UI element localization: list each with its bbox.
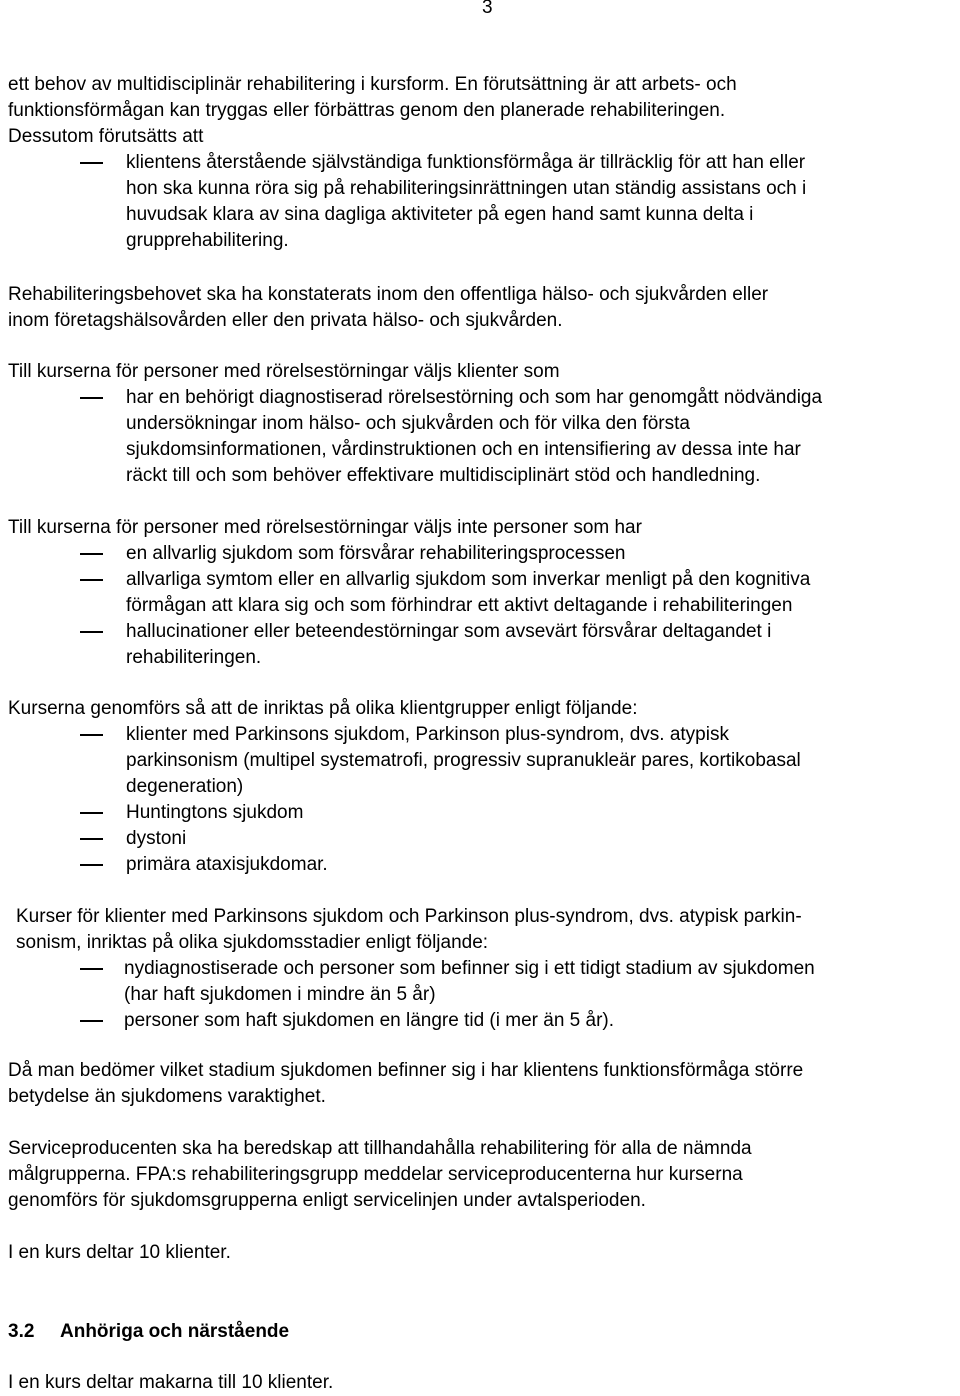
paragraph: I en kurs deltar 10 klienter. (8, 1242, 231, 1263)
text-line: Dessutom förutsätts att (8, 126, 204, 147)
page-number: 3 (482, 0, 493, 18)
text-line: sonism, inriktas på olika sjukdomsstadier enligt följande: (16, 932, 489, 953)
text-line: klienter med Parkinsons sjukdom, Parkinson plus-syndrom, dvs. atypisk (126, 724, 729, 745)
text-line: Rehabiliteringsbehovet ska ha konstaterats inom den offentliga hälso- och sjukvården eller (8, 284, 769, 305)
paragraph: Kurserna genomförs så att de inriktas på olika klientgrupper enligt följande: (8, 698, 638, 719)
text-line: allvarliga symtom eller en allvarlig sjukdom som inverkar menligt på den kognitiva (126, 569, 811, 590)
dash-bullet-icon (80, 864, 103, 866)
text-line: betydelse än sjukdomens varaktighet. (8, 1086, 326, 1107)
text-line: hallucinationer eller beteendestörningar som avsevärt försvårar deltagandet i (126, 621, 772, 642)
text-line: funktionsförmågan kan tryggas eller förbättras genom den planerade rehabiliteringen. (8, 100, 726, 121)
paragraph: Till kurserna för personer med rörelsestörningar väljs inte personer som har (8, 517, 642, 538)
text-line: undersökningar inom hälso- och sjukvården och för vilka den första (126, 413, 690, 434)
text-line: Serviceproducenten ska ha beredskap att tillhandahålla rehabilitering för alla de nämnda (8, 1138, 752, 1159)
paragraph: Till kurserna för personer med rörelsestörningar väljs klienter som (8, 361, 560, 382)
text-line: Kurser för klienter med Parkinsons sjukdom och Parkinson plus-syndrom, dvs. atypisk parkin- (16, 906, 802, 927)
text-line: degeneration) (126, 776, 244, 797)
dash-bullet-icon (80, 1020, 103, 1022)
paragraph: I en kurs deltar makarna till 10 klienter. (8, 1372, 334, 1393)
dash-bullet-icon (80, 553, 103, 555)
text-line: Då man bedömer vilket stadium sjukdomen befinner sig i har klientens funktionsförmåga större (8, 1060, 804, 1081)
section-number: 3.2 (8, 1321, 35, 1342)
dash-bullet-icon (80, 968, 103, 970)
text-line: sjukdomsinformationen, vårdinstruktionen och en intensifiering av dessa inte har (126, 439, 801, 460)
text-line: målgrupperna. FPA:s rehabiliteringsgrupp meddelar serviceproducenterna hur kurserna (8, 1164, 743, 1185)
text-line: genomförs för sjukdomsgrupperna enligt servicelinjen under avtalsperioden. (8, 1190, 646, 1211)
dash-bullet-icon (80, 631, 103, 633)
text-line: förmågan att klara sig och som förhindrar ett aktivt deltagande i rehabiliteringen (126, 595, 793, 616)
text-line: primära ataxisjukdomar. (126, 854, 328, 875)
text-line: Huntingtons sjukdom (126, 802, 304, 823)
dash-bullet-icon (80, 838, 103, 840)
text-line: ett behov av multidisciplinär rehabilitering i kursform. En förutsättning är att arbets- och (8, 74, 737, 95)
text-line: inom företagshälsovården eller den privata hälso- och sjukvården. (8, 310, 563, 331)
text-line: parkinsonism (multipel systematrofi, progressiv supranukleär pares, kortikobasal (126, 750, 801, 771)
text-line: räckt till och som behöver effektivare multidisciplinärt stöd och handledning. (126, 465, 761, 486)
text-line: personer som haft sjukdomen en längre tid (i mer än 5 år). (124, 1010, 615, 1031)
dash-bullet-icon (80, 734, 103, 736)
text-line: klientens återstående självständiga funktionsförmåga är tillräcklig för att han eller (126, 152, 806, 173)
text-line: hon ska kunna röra sig på rehabiliteringsinrättningen utan ständig assistans och i (126, 178, 807, 199)
dash-bullet-icon (80, 812, 103, 814)
section-title: Anhöriga och närstående (60, 1321, 290, 1342)
text-line: har en behörigt diagnostiserad rörelsestörning och som har genomgått nödvändiga (126, 387, 823, 408)
dash-bullet-icon (80, 579, 103, 581)
text-line: (har haft sjukdomen i mindre än 5 år) (124, 984, 436, 1005)
text-line: dystoni (126, 828, 187, 849)
text-line: rehabiliteringen. (126, 647, 262, 668)
text-line: en allvarlig sjukdom som försvårar rehabiliteringsprocessen (126, 543, 626, 564)
dash-bullet-icon (80, 162, 103, 164)
dash-bullet-icon (80, 397, 103, 399)
text-line: nydiagnostiserade och personer som befinner sig i ett tidigt stadium av sjukdomen (124, 958, 815, 979)
text-line: grupprehabilitering. (126, 230, 289, 251)
text-line: huvudsak klara av sina dagliga aktiviteter på egen hand samt kunna delta i (126, 204, 754, 225)
